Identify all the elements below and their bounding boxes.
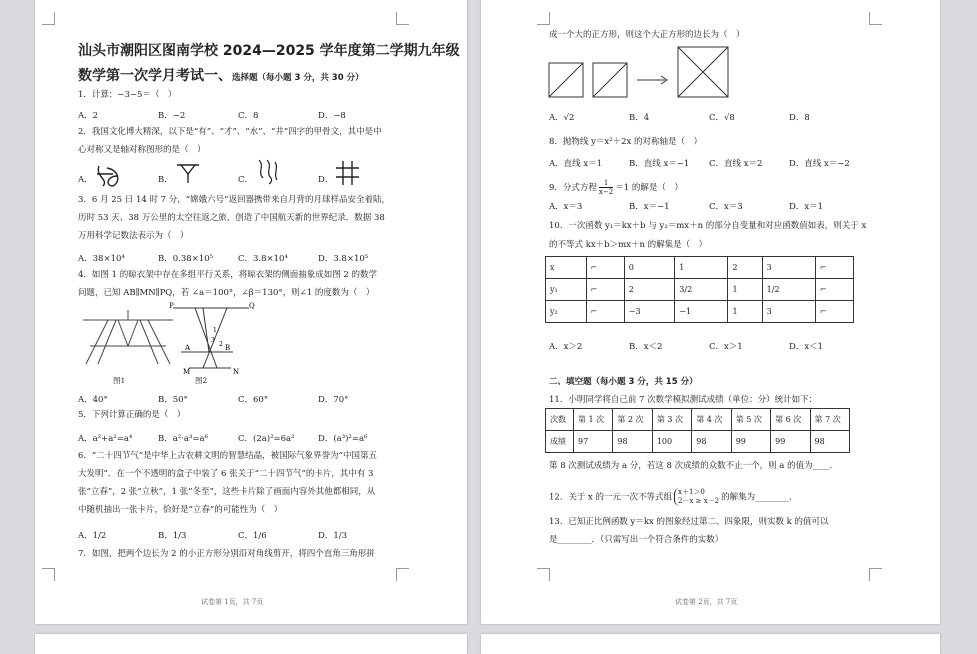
question-2: 2．我国文化博大精深，以下是“有”、“才”、“水”、“井”四字的甲骨文，其中是中	[78, 127, 382, 137]
section-heading: 选择题（每小题 3 分，共 30 分）	[232, 73, 364, 83]
svg-text:1: 1	[213, 327, 217, 334]
option: C．√8	[709, 113, 735, 123]
question-6-cont: 张“立春”，2 张“立秋”，1 张“冬至”，这些卡片除了画面内容外其他都相同，从	[78, 487, 376, 497]
option: C．x＝3	[709, 202, 743, 212]
svg-text:P: P	[169, 302, 174, 310]
option: D．70°	[318, 395, 349, 405]
option: C．(2a)²=6a²	[238, 434, 295, 444]
svg-text:3: 3	[211, 337, 215, 344]
oracle-glyph-you	[93, 162, 133, 190]
option: A．直线 x＝1	[549, 159, 603, 169]
option: C．直线 x＝2	[709, 159, 763, 169]
option: A．x＝3	[549, 202, 583, 212]
section-heading: 二、填空题（每小题 3 分，共 15 分）	[549, 377, 698, 387]
option: B．x＜2	[629, 342, 663, 352]
table-row: x ⌐ 0 1 2 3 ⌐	[546, 257, 854, 279]
option: D．−8	[318, 111, 346, 121]
page-title: 汕头市潮阳区图南学校 2024—2025 学年度第二学期九年级	[78, 43, 460, 59]
question-3-cont: 万用科学记数法表示为（ ）	[78, 231, 189, 241]
question-13: 13．已知正比例函数 y＝kx 的图象经过第二、四象限，则实数 k 的值可以	[549, 517, 829, 527]
option: B．x＝−1	[629, 202, 670, 212]
option: B．a²·a³=a⁶	[158, 434, 208, 444]
option: D．直线 x＝−2	[789, 159, 850, 169]
figure-caption: 图2	[195, 376, 208, 385]
oracle-glyph-cai	[175, 162, 201, 184]
svg-text:Q: Q	[249, 302, 255, 310]
option: B．0.38×10⁵	[158, 254, 214, 264]
page-footer: 试卷第 2页，共 7页	[675, 598, 738, 606]
option: D．x＝1	[789, 202, 824, 212]
scores-table	[545, 408, 850, 453]
table-row: y₁ ⌐ 2 3/2 1 1/2 ⌐	[546, 279, 854, 301]
crop-mark	[396, 12, 409, 25]
svg-text:M: M	[183, 368, 191, 374]
option: A．	[78, 175, 93, 185]
question-6: 6．“二十四节气”是中华上古农耕文明的智慧结晶，被国际气象界誉为“中国第五	[78, 451, 377, 461]
svg-text:2: 2	[219, 341, 223, 348]
option: C．	[238, 175, 254, 185]
option: A．38×10⁴	[78, 254, 125, 264]
option: B．50°	[158, 395, 188, 405]
option: D．3.8×10⁵	[318, 254, 369, 264]
large-square-diagram	[677, 46, 729, 98]
question-10: 10．一次函数 y₁＝kx＋b 与 y₂＝mx＋n 的部分自变量和对应函数值如表，则关于 x	[549, 221, 867, 231]
question-1: 1．计算：−3−5＝（ ）	[78, 90, 177, 100]
option: A．√2	[549, 113, 575, 123]
option: A．2	[78, 111, 99, 121]
option: C．60°	[238, 395, 269, 405]
fraction: $\frac{1}{x-2}$	[598, 179, 614, 196]
option: D．	[318, 175, 334, 185]
option: A．x＞2	[549, 342, 583, 352]
option: B．直线 x＝−1	[629, 159, 690, 169]
svg-text:A: A	[185, 344, 191, 352]
option: B．1/3	[158, 531, 187, 541]
question-3-cont: 历时 53 天、38 万公里的太空往返之旅，创造了中国航天新的世界纪录．数据 38	[78, 213, 385, 223]
squares-diagram	[547, 45, 697, 101]
page-footer: 试卷第 1页，共 7页	[201, 598, 264, 606]
page-title-line2: 数学第一次学月考试一、选择题（每小题 3 分，共 30 分）	[78, 68, 364, 84]
question-6-cont: 中随机抽出一张卡片，恰好是“立春”的可能性为（ ）	[78, 505, 283, 515]
option: D．8	[789, 113, 810, 123]
option: C．3.8×10⁴	[238, 254, 288, 264]
option: A．a²+a²=a⁴	[78, 434, 133, 444]
crop-mark	[42, 568, 55, 581]
option: D．x＜1	[789, 342, 824, 352]
document-page-2	[481, 0, 940, 624]
figure-caption: 图1	[113, 376, 126, 385]
svg-text:B: B	[225, 344, 231, 352]
option: D．(a³)²=a⁶	[318, 434, 368, 444]
geometry-figure-2	[161, 302, 261, 374]
crop-mark	[537, 12, 550, 25]
table-row: y₂ ⌐ −3 −1 1 3 ⌐	[546, 301, 854, 323]
document-page-1	[35, 0, 467, 624]
option: C．8	[238, 111, 259, 121]
question-4-cont: 问题，已知 AB∥MN∥PQ，若 ∠a＝100°，∠β＝130°，则∠1 的度数为（ ）	[78, 288, 375, 298]
oracle-glyph-shui	[255, 158, 281, 186]
option: C．x＞1	[709, 342, 743, 352]
option: B．−2	[158, 111, 186, 121]
option: A．40°	[78, 395, 108, 405]
table-row: 次数 第 1 次 第 2 次 第 3 次 第 4 次 第 5 次 第 6 次 第 7 次	[546, 409, 850, 431]
document-page-3-edge	[35, 634, 467, 654]
question-7-cont: 成一个大的正方形，则这个大正方形的边长为（ ）	[549, 30, 745, 40]
question-6-cont: 大发明”．在一个不透明的盒子中装了 6 张关于“二十四节气”的卡片，其中有 3	[78, 469, 374, 479]
table-row: 成绩 97 98 100 98 99 99 98	[546, 431, 850, 453]
question-12: 12．关于 x 的一元一次不等式组 x＋1＞0 2－x ≥ x－2 的解集为________．	[549, 488, 798, 505]
function-values-table	[545, 256, 854, 323]
crop-mark	[869, 568, 882, 581]
option: B．	[158, 175, 173, 185]
question-13-cont: 是________．（只需写出一个符合条件的实数）	[549, 535, 724, 545]
question-11-cont: 第 8 次测试成绩为 a 分，若这 8 次成绩的众数不止一个，则 a 的值为____．	[549, 461, 839, 471]
inequality-system: x＋1＞0 2－x ≥ x－2	[674, 488, 719, 506]
option: B．4	[629, 113, 650, 123]
question-7: 7．如图，把两个边长为 2 的小正方形分别沿对角线剪开，将四个直角三角形拼	[78, 549, 375, 559]
question-10-cont: 的不等式 kx＋b＞mx＋n 的解集是（ ）	[549, 240, 708, 250]
question-3: 3．6 月 25 日 14 时 7 分，“嫦娥六号”返回器携带来自月背的月球样品安全着陆，	[78, 195, 390, 205]
option: D．1/3	[318, 531, 347, 541]
document-page-4-edge	[481, 634, 940, 654]
question-5: 5．下列计算正确的是（ ）	[78, 410, 186, 420]
question-9: 9．分式方程 $\frac{1}{x-2}$ ＝1 的解是（ ）	[549, 179, 683, 196]
question-8: 8．抛物线 y＝x²＋2x 的对称轴是（ ）	[549, 137, 703, 147]
oracle-glyph-jing	[335, 160, 361, 186]
question-2-cont: 心对称又是轴对称图形的是（ ）	[78, 145, 206, 155]
question-11: 11．小明同学将自己前 7 次数学模拟测试成绩（单位：分）统计如下：	[549, 395, 818, 405]
crop-mark	[396, 568, 409, 581]
option: A．1/2	[78, 531, 107, 541]
crop-mark	[42, 12, 55, 25]
crop-mark	[869, 12, 882, 25]
question-4: 4．如图 1 的晾衣架中存在多组平行关系，将晾衣架的侧面抽象成如图 2 的数学	[78, 270, 378, 280]
option: C．1/6	[238, 531, 267, 541]
svg-text:N: N	[233, 368, 240, 374]
crop-mark	[537, 568, 550, 581]
